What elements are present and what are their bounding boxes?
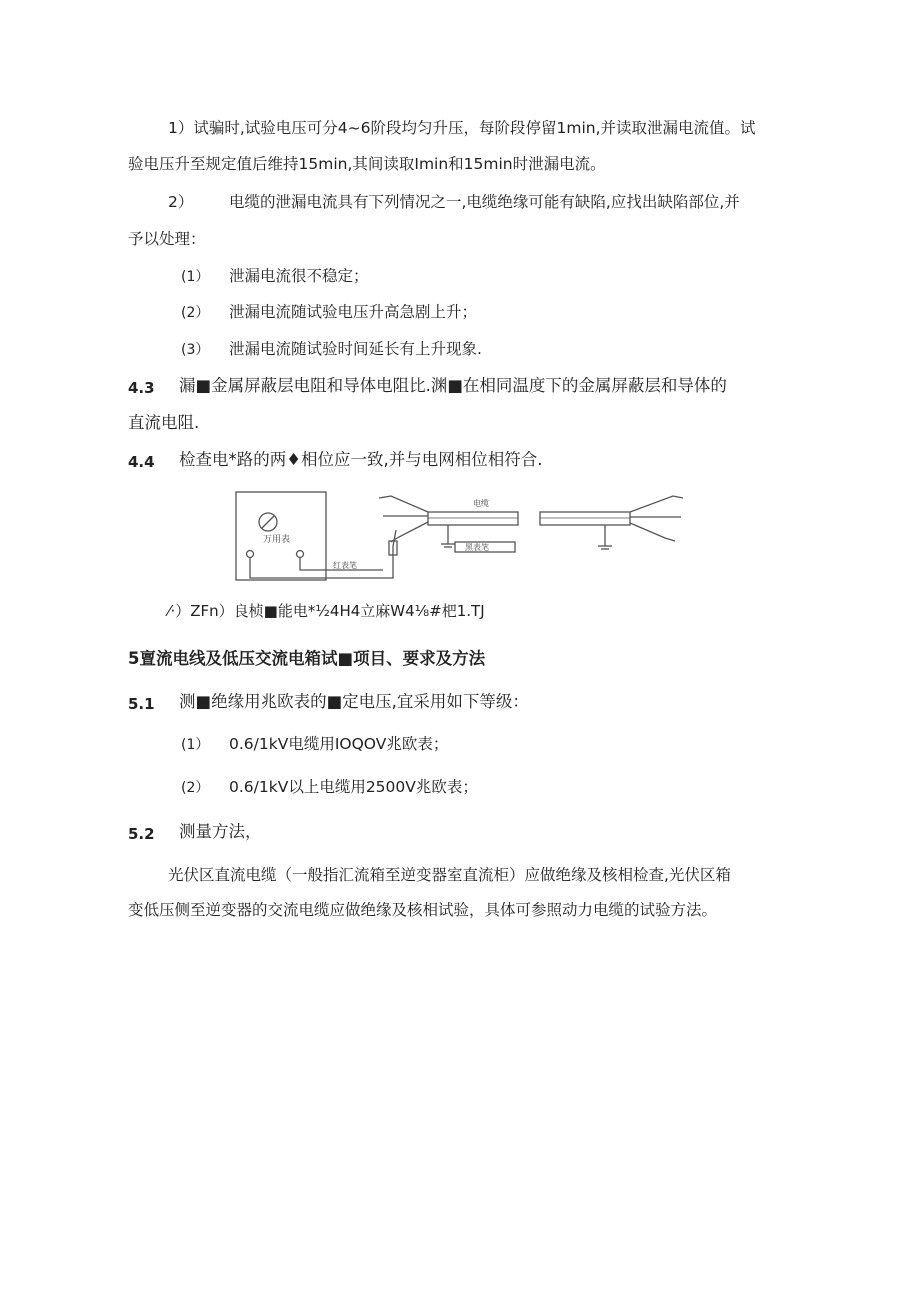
terminal-icon [247,551,254,558]
figure-caption: ⁄·）ZFn）良桢■能电*½4H4立麻W4⅛#杷1.TJ [168,602,485,620]
list1-marker: (1） [181,269,210,285]
list1-item: 泄漏电流随试验时间延长有上升现象. [229,340,482,358]
s43-line1: 漏■金属屏蔽层电阻和导体电阻比.渊■在相同温度下的金属屏蔽层和导体的 [179,376,727,395]
list2-marker: (2） [181,780,210,796]
cable-label: 电缆 [473,499,489,508]
p2-line2: 予以处理： [128,230,206,248]
list2-item: 0.6/1kV电缆用IOQOV兆欧表； [229,735,449,753]
section-number: 4.3 [128,379,155,397]
cable-right [540,512,630,525]
list1-marker: (2） [181,305,210,321]
red-probe-label: 红表笔 [333,561,357,570]
list2-marker: (1） [181,737,210,753]
p2-marker: 2） [168,193,194,211]
final-line1: 光伏区直流电缆（一般指汇流箱至逆变器室直流柜）应做绝缘及核相检查,光伏区箱 [168,866,731,884]
p2-line1: 电缆的泄漏电流具有下列情况之一,电缆绝缘可能有缺陷,应找出缺陷部位,并 [229,193,740,211]
black-probe-label: 黑表笔 [465,543,489,552]
phase-check-diagram [233,486,688,584]
terminal-icon [297,551,304,558]
section-number: 5.1 [128,695,155,713]
cable-left [428,512,518,525]
p1-line1: 1）试骗时,试验电压可分4~6阶段均匀升压，每阶段停留1min,并读取泄漏电流值。试 [168,119,756,137]
final-line2: 变低压侧至逆变器的交流电缆应做绝缘及核相试验，具体可参照动力电缆的试验方法。 [128,901,718,919]
s44-text: 检查电*路的两♦相位应一致,并与电网相位相符合. [179,450,543,469]
section-number: 5.2 [128,825,155,843]
list1-marker: (3） [181,342,210,358]
s52-text: 测量方法， [179,822,262,841]
list1-item: 泄漏电流随试验电压升高急剧上升； [229,303,478,321]
section-number: 4.4 [128,453,155,471]
s43-line2: 直流电阻. [128,413,200,432]
p1-line2: 验电压升至规定值后维持15min,其间读取Imin和15min时泄漏电流。 [128,155,606,173]
meter-label: 万用表 [263,535,291,545]
red-lead [250,546,393,578]
list2-item: 0.6/1kV以上电缆用2500V兆欧表； [229,778,478,796]
list1-item: 泄漏电流很不稳定； [229,267,369,285]
section-5-heading: 5亶流电线及低压交流电箱试■项目、要求及方法 [128,649,486,668]
s51-text: 测■绝缘用兆欧表的■定电压,宜采用如下等级： [179,692,529,711]
